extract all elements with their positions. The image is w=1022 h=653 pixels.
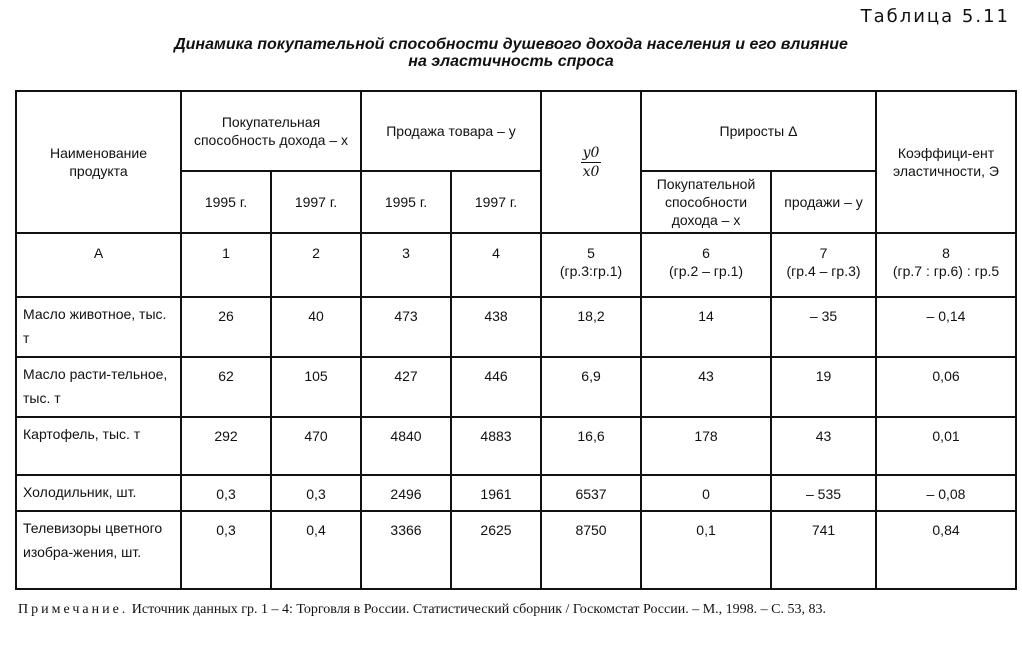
col-num-8: [876, 233, 1016, 297]
cell: 446: [451, 357, 541, 417]
cell: 40: [271, 297, 361, 357]
table-label: Таблица 5.11: [860, 6, 1010, 27]
col-num-8-label: 8: [942, 245, 950, 261]
col-num-5-label: 5: [587, 245, 595, 261]
col-num-8-formula: (гр.7 : гр.6) : гр.5: [892, 263, 1000, 279]
column-number-row: [16, 233, 1016, 297]
col-num-1: 1: [181, 233, 271, 297]
col-num-4: 4: [451, 233, 541, 297]
cell: 0,3: [181, 475, 271, 511]
table-row: [16, 511, 1016, 589]
cell: 438: [451, 297, 541, 357]
header-year-1995-sales: 1995 г.: [361, 171, 451, 233]
row-name: Холодильник, шт.: [16, 475, 181, 511]
cell: 26: [181, 297, 271, 357]
note-text: Источник данных гр. 1 – 4: Торговля в России. Статистический сборник / Госкомстат России. – М., 1998. – С. 53, 83.: [131, 602, 826, 617]
cell: 0: [641, 475, 771, 511]
cell: 3366: [361, 511, 451, 589]
cell: 292: [181, 417, 271, 475]
ratio-denominator: x0: [582, 163, 600, 180]
col-num-7-label: 7: [819, 245, 828, 261]
header-year-1995-power: 1995 г.: [181, 171, 271, 233]
col-num-6: [641, 233, 771, 297]
cell: 16,6: [541, 417, 641, 475]
note-label: Примечание.: [18, 602, 129, 617]
cell: 1961: [451, 475, 541, 511]
row-name: Картофель, тыс. т: [16, 417, 181, 475]
cell: 0,4: [271, 511, 361, 589]
row-name: Телевизоры цветного изобра-жения, шт.: [16, 511, 181, 589]
row-name: Масло животное, тыс. т: [16, 297, 181, 357]
header-sales: Продажа товара – y: [361, 91, 541, 171]
cell: 0,01: [876, 417, 1016, 475]
table-title-line1: Динамика покупательной способности душевого дохода населения и его влияние: [174, 36, 848, 53]
header-increments: Приросты Δ: [641, 91, 876, 171]
cell: 43: [641, 357, 771, 417]
col-num-5: [541, 233, 641, 297]
header-row-1: [16, 91, 1016, 171]
table-row: [16, 417, 1016, 475]
header-increment-power: Покупательной способности дохода – x: [641, 171, 771, 233]
col-num-6-formula: (гр.2 – гр.1): [669, 263, 744, 279]
header-increment-sales: продажи – y: [771, 171, 876, 233]
header-year-1997-sales: 1997 г.: [451, 171, 541, 233]
cell: 105: [271, 357, 361, 417]
col-num-7: [771, 233, 876, 297]
col-num-3: 3: [361, 233, 451, 297]
cell: 0,1: [641, 511, 771, 589]
row-name: Масло расти-тельное, тыс. т: [16, 357, 181, 417]
cell: – 35: [771, 297, 876, 357]
cell: 0,3: [271, 475, 361, 511]
cell: 2625: [451, 511, 541, 589]
cell: 427: [361, 357, 451, 417]
table-note: [18, 600, 1018, 620]
cell: – 0,08: [876, 475, 1016, 511]
col-num-2: 2: [271, 233, 361, 297]
cell: 0,84: [876, 511, 1016, 589]
ratio-fraction: [581, 144, 602, 181]
cell: 470: [271, 417, 361, 475]
cell: 2496: [361, 475, 451, 511]
header-elasticity: Коэффици-ент эластичности, Э: [876, 91, 1016, 233]
cell: 6537: [541, 475, 641, 511]
cell: 4840: [361, 417, 451, 475]
cell: 62: [181, 357, 271, 417]
data-table: [15, 90, 1017, 590]
col-num-7-formula: (гр.4 – гр.3): [786, 263, 861, 279]
cell: 14: [641, 297, 771, 357]
header-name: Наименование продукта: [16, 91, 181, 233]
header-ratio: [541, 91, 641, 233]
table-title-line2: на эластичность спроса: [408, 53, 614, 70]
header-year-1997-power: 1997 г.: [271, 171, 361, 233]
cell: 741: [771, 511, 876, 589]
cell: 18,2: [541, 297, 641, 357]
cell: 19: [771, 357, 876, 417]
table-row: [16, 475, 1016, 511]
ratio-numerator: y0: [582, 144, 600, 161]
cell: 178: [641, 417, 771, 475]
col-num-5-formula: (гр.3:гр.1): [559, 263, 623, 279]
table-row: [16, 357, 1016, 417]
cell: 43: [771, 417, 876, 475]
table-row: [16, 297, 1016, 357]
cell: 8750: [541, 511, 641, 589]
col-num-6-label: 6: [702, 245, 710, 261]
header-purchasing-power: Покупательная способность дохода – x: [181, 91, 361, 171]
cell: 4883: [451, 417, 541, 475]
col-num-a: А: [16, 233, 181, 297]
cell: 6,9: [541, 357, 641, 417]
cell: – 535: [771, 475, 876, 511]
cell: 473: [361, 297, 451, 357]
cell: 0,3: [181, 511, 271, 589]
cell: – 0,14: [876, 297, 1016, 357]
cell: 0,06: [876, 357, 1016, 417]
